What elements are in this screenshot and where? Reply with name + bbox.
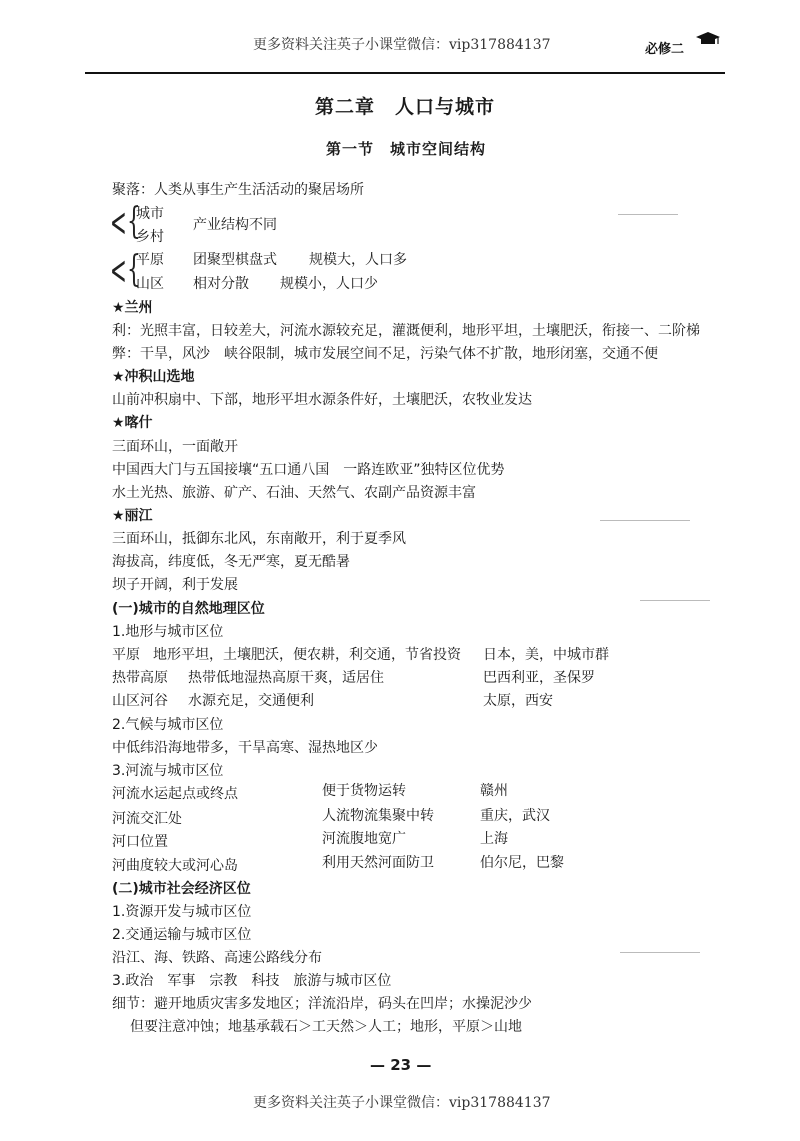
river-row-4-b: 利用天然河面防卫 xyxy=(322,855,434,871)
river-heading: 3.河流与城市区位 xyxy=(112,763,224,779)
social-line-1: 1.资源开发与城市区位 xyxy=(112,904,252,920)
river-row-2-a: 河流交汇处 xyxy=(112,811,182,827)
natural-heading: (一)城市的自然地理区位 xyxy=(112,601,265,617)
kashgar-title: ★喀什 xyxy=(112,415,153,431)
kashgar-line-1: 三面环山，一面敞开 xyxy=(112,439,238,455)
chapter-title: 第二章 人口与城市 xyxy=(315,96,496,118)
scan-noise xyxy=(620,952,700,953)
group1-item-b: 乡村 xyxy=(136,229,164,245)
terrain-row-1-b: 地形平坦，土壤肥沃，便农耕，利交通，节省投资 xyxy=(153,647,461,663)
section-title: 第一节 城市空间结构 xyxy=(326,140,487,158)
group2-item-a: 平原 xyxy=(136,252,164,268)
group2-a-desc: 团聚型棋盘式 xyxy=(193,252,277,268)
river-row-3-a: 河口位置 xyxy=(112,834,168,850)
terrain-row-2-b: 热带低地湿热高原干爽，适居住 xyxy=(188,670,384,686)
brace-icon: { xyxy=(127,201,141,242)
social-line-5: 细节：避开地质灾害多发地区；洋流沿岸，码头在凹岸；水操泥沙少 xyxy=(112,996,532,1012)
angle-bracket-icon: < xyxy=(110,200,127,246)
river-row-3-c: 上海 xyxy=(480,831,508,847)
terrain-row-1-a: 平原 xyxy=(112,647,140,663)
river-row-3-b: 河流腹地宽广 xyxy=(322,831,406,847)
group2-a-note: 规模大，人口多 xyxy=(309,252,407,268)
intro-line: 聚落：人类从事生产生活活动的聚居场所 xyxy=(112,182,364,198)
graduation-cap-icon xyxy=(695,32,721,46)
scan-noise xyxy=(618,214,678,215)
river-row-1-c: 赣州 xyxy=(480,783,508,799)
river-row-2-b: 人流物流集聚中转 xyxy=(322,808,434,824)
river-row-1-b: 便于货物运转 xyxy=(322,783,406,799)
climate-heading: 2.气候与城市区位 xyxy=(112,717,224,733)
angle-bracket-icon: < xyxy=(110,248,127,294)
river-row-1-a: 河流水运起点或终点 xyxy=(112,786,238,802)
group1-desc: 产业结构不同 xyxy=(193,217,277,233)
group1-item-a: 城市 xyxy=(136,206,164,222)
lijiang-line-1: 三面环山，抵御东北风，东南敞开，利于夏季风 xyxy=(112,531,406,547)
terrain-row-2-a: 热带高原 xyxy=(112,670,168,686)
lanzhou-title: ★兰州 xyxy=(112,300,153,316)
footer-watermark: 更多资料关注英子小课堂微信：vip317884137 xyxy=(253,1095,551,1111)
social-line-6: 但要注意冲蚀；地基承载石＞工天然＞人工；地形，平原＞山地 xyxy=(130,1019,522,1035)
terrain-row-3-c: 太原，西安 xyxy=(483,693,553,709)
book-label: 必修二 xyxy=(645,42,685,57)
page-number: — 23 — xyxy=(370,1056,432,1074)
scan-noise xyxy=(640,600,710,601)
header-watermark: 更多资料关注英子小课堂微信：vip317884137 xyxy=(253,37,551,53)
river-row-2-c: 重庆，武汉 xyxy=(480,808,550,824)
social-heading: (二)城市社会经济区位 xyxy=(112,881,251,897)
lijiang-title: ★丽江 xyxy=(112,508,153,524)
brace-icon: { xyxy=(127,249,141,290)
group2-b-desc: 相对分散 xyxy=(193,276,249,292)
climate-text: 中低纬沿海地带多，干旱高寒、湿热地区少 xyxy=(112,740,378,756)
river-row-4-c: 伯尔尼，巴黎 xyxy=(480,855,564,871)
social-line-2: 2.交通运输与城市区位 xyxy=(112,927,252,943)
terrain-heading: 1.地形与城市区位 xyxy=(112,624,224,640)
alluvial-title: ★冲积山选地 xyxy=(112,369,195,385)
kashgar-line-3: 水土光热、旅游、矿产、石油、天然气、农副产品资源丰富 xyxy=(112,485,476,501)
social-line-4: 3.政治 军事 宗教 科技 旅游与城市区位 xyxy=(112,973,392,989)
scan-noise xyxy=(600,520,690,521)
river-row-4-a: 河曲度较大或河心岛 xyxy=(112,858,238,874)
terrain-row-3-b: 水源充足，交通便利 xyxy=(188,693,314,709)
alluvial-text: 山前冲积扇中、下部，地形平坦水源条件好，土壤肥沃，农牧业发达 xyxy=(112,392,532,408)
terrain-row-1-c: 日本，美，中城市群 xyxy=(483,647,609,663)
group2-item-b: 山区 xyxy=(136,276,164,292)
terrain-row-3-a: 山区河谷 xyxy=(112,693,168,709)
social-line-3: 沿江、海、铁路、高速公路线分布 xyxy=(112,950,322,966)
header-rule xyxy=(85,72,725,74)
terrain-row-2-c: 巴西利亚，圣保罗 xyxy=(483,670,595,686)
lijiang-line-2: 海拔高，纬度低，冬无严寒，夏无酷暑 xyxy=(112,554,350,570)
lijiang-line-3: 坝子开阔，利于发展 xyxy=(112,577,238,593)
group2-b-note: 规模小，人口少 xyxy=(280,276,378,292)
lanzhou-dis: 弊：干旱，风沙 峡谷限制，城市发展空间不足，污染气体不扩散，地形闭塞，交通不便 xyxy=(112,346,658,362)
lanzhou-adv: 利：光照丰富，日较差大，河流水源较充足，灌溉便利，地形平坦，土壤肥沃，衔接一、二阶梯 xyxy=(112,323,700,339)
kashgar-line-2: 中国西大门与五国接壤“五口通八国 一路连欧亚”独特区位优势 xyxy=(112,462,505,478)
